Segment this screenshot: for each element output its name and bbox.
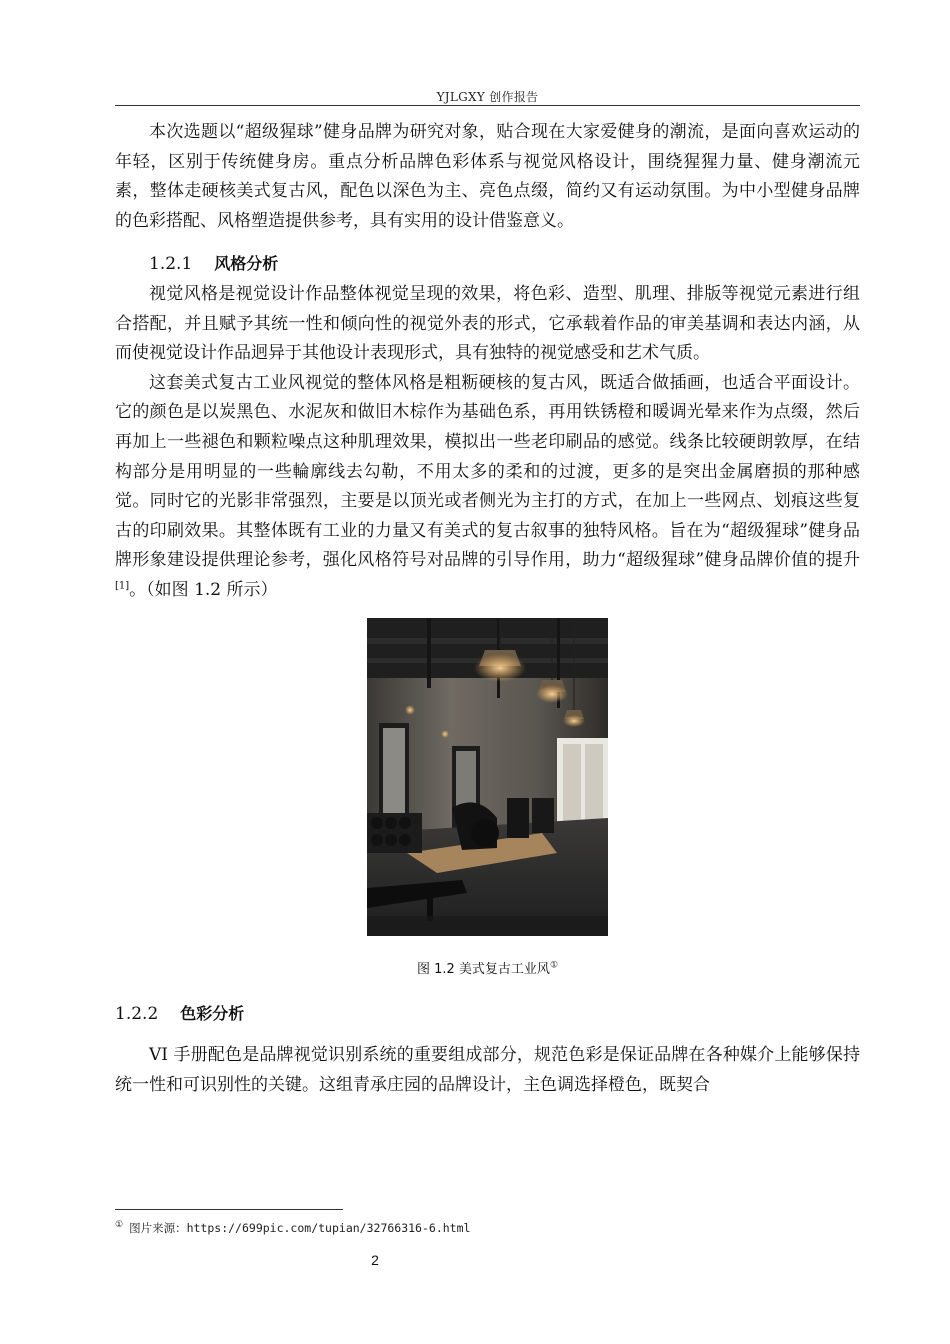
- figure-1-2: [115, 618, 860, 977]
- section-title: 风格分析: [214, 254, 279, 274]
- intro-paragraph: 本次选题以“超级猩球”健身品牌为研究对象，贴合现在大家爱健身的潮流，是面向喜欢运动的年轻，区别于传统健身房。重点分析品牌色彩体系与视觉风格设计，围绕猩猩力量、健身潮流元素，整体走硬核美式复古风，配色以深色为主、亮色点缀，简约又有运动氛围。为中小型健身品牌的色彩搭配、风格塑造提供参考，具有实用的设计借鉴意义。: [115, 122, 860, 231]
- caption-text: 图 1.2 美式复古工业风: [416, 961, 550, 977]
- figure-ref-text: 。（如图 1.2 所示）: [129, 579, 278, 600]
- footnote: [115, 1220, 470, 1236]
- footnote-text: 图片来源：https://699pic.com/tupian/32766316-6.html: [129, 1221, 471, 1235]
- section-heading-style: [115, 249, 860, 280]
- style-paragraph-2: [115, 369, 860, 606]
- document-body: [115, 118, 860, 1100]
- page-number: 2: [371, 1252, 379, 1268]
- style-paragraph-1: 视觉风格是视觉设计作品整体视觉呈现的效果，将色彩、造型、肌理、排版等视觉元素进行组合搭配，并且赋予其统一性和倾向性的视觉外表的形式，它承载着作品的审美基调和表达内涵，从而使视觉设计作品迥异于其他设计表现形式，具有独特的视觉感受和艺术气质。: [115, 283, 860, 364]
- section-title: 色彩分析: [180, 1003, 245, 1023]
- style-paragraph-2-text: 这套美式复古工业风视觉的整体风格是粗粝硬核的复古风，既适合做插画，也适合平面设计。它的颜色是以炭黑色、水泥灰和做旧木棕作为基础色系，再用铁锈橙和暖调光晕来作为点缀，然后再加上一些褪色和颗粒噪点这种肌理效果，模拟出一些老印刷品的感觉。线条比较硬朗敦厚，在结构部分是用明显的一些輪廓线去勾勒，不用太多的柔和的过渡，更多的是突出金属磨损的那种感觉。同时它的光影非常强烈，主要是以顶光或者侧光为主打的方式，在加上一些网点、划痕这些复古的印刷效果。其整体既有工业的力量又有美式的复古叙事的独特风格。旨在为“超级猩球”健身品牌形象建设提供理论参考，强化风格符号对品牌的引导作用，助力“超级猩球”健身品牌价值的提升: [115, 372, 860, 571]
- header-rule: [115, 105, 860, 106]
- color-paragraph-1: VI 手册配色是品牌视觉识别系统的重要组成部分，规范色彩是保证品牌在各种媒介上能够保持统一性和可识别性的关键。这组青承庄园的品牌设计，主色调选择橙色，既契合: [115, 1045, 860, 1095]
- section-number: 1.2.1: [149, 254, 193, 275]
- citation-ref[interactable]: [1]: [115, 580, 130, 592]
- section-number: 1.2.2: [115, 1003, 159, 1024]
- figure-caption: [115, 958, 860, 977]
- caption-footnote-mark[interactable]: ①: [549, 960, 559, 971]
- footnote-mark: ①: [115, 1220, 124, 1231]
- gym-photo: [367, 618, 608, 936]
- industrial-gym-image: [367, 618, 608, 936]
- footnote-rule: [115, 1209, 343, 1210]
- page-header: YJLGXY 创作报告: [436, 90, 539, 104]
- section-heading-color: [115, 999, 860, 1030]
